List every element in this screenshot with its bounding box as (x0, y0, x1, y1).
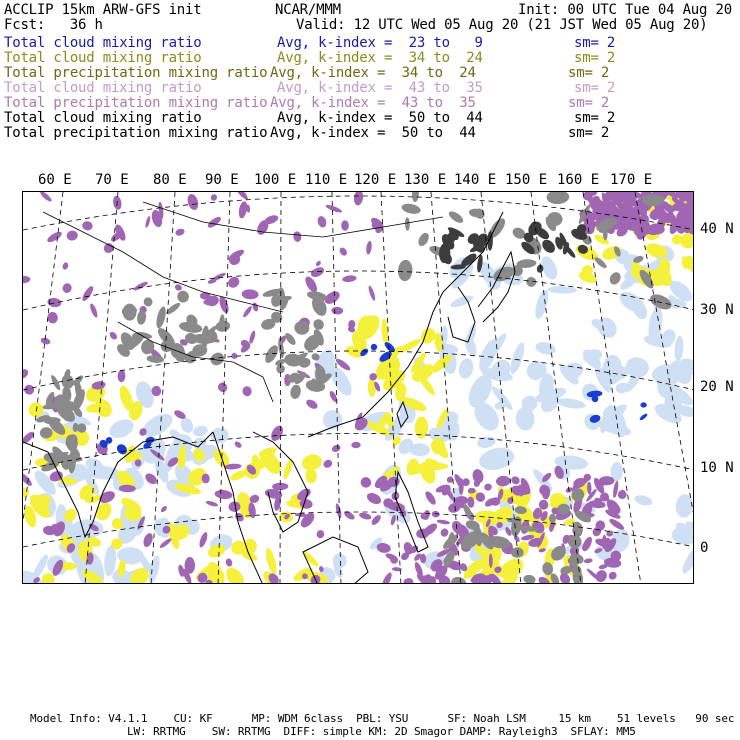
legend-avg-5: Avg, k-index = 43 to 35 (270, 95, 476, 111)
legend-field-7: Total precipitation mixing ratio (4, 125, 268, 141)
purple-cloud (351, 442, 361, 449)
purple-cloud (216, 381, 229, 394)
purple-cloud (210, 193, 218, 201)
map-canvas (23, 192, 694, 584)
yellow-cloud (367, 378, 376, 397)
legend-avg-3: Avg, k-index = 34 to 24 (270, 65, 476, 81)
purple-cloud (380, 571, 393, 584)
purple-cloud (132, 280, 148, 292)
purple-cloud (23, 276, 31, 284)
legend-avg-6: Avg, k-index = 50 to 44 (277, 110, 483, 126)
purple-cloud (365, 241, 372, 255)
legend-sm-6: sm= 2 (574, 110, 616, 126)
legend-avg-7: Avg, k-index = 50 to 44 (270, 125, 476, 141)
light-blue-cloud (476, 435, 496, 449)
purple-cloud (61, 282, 72, 294)
light-blue-cloud (679, 544, 694, 576)
light-blue-cloud (674, 335, 684, 361)
lat-label: 0 (700, 540, 709, 556)
init-time: Init: 00 UTC Tue 04 Aug 20 (518, 2, 732, 18)
legend-field-3: Total precipitation mixing ratio (4, 65, 268, 81)
purple-cloud (365, 491, 383, 507)
yellow-cloud (264, 547, 279, 575)
purple-cloud (404, 578, 414, 584)
gray-cloud (165, 301, 182, 316)
gray-cloud (175, 289, 190, 304)
lon-label: 60 E (38, 172, 72, 188)
gray-cloud (155, 306, 168, 330)
valid-time: Valid: 12 UTC Wed 05 Aug 20 (21 JST Wed 05 Aug 20) (296, 17, 708, 33)
purple-cloud (331, 307, 343, 315)
gray-cloud (416, 231, 431, 248)
purple-cloud (174, 283, 183, 292)
purple-cloud (335, 503, 343, 519)
gray-cloud (472, 206, 486, 220)
purple-cloud (316, 529, 325, 538)
lon-label: 120 E (354, 172, 397, 188)
purple-cloud (325, 203, 343, 214)
purple-cloud (353, 192, 364, 206)
purple-cloud (66, 230, 79, 242)
light-blue-cloud (139, 409, 176, 441)
lon-label: 80 E (153, 172, 187, 188)
legend-sm-1: sm= 2 (574, 35, 616, 51)
gray-cloud (123, 303, 137, 320)
purple-cloud (331, 443, 342, 453)
blue-cloud (371, 344, 378, 351)
light-blue-cloud (477, 444, 517, 473)
purple-cloud (252, 302, 260, 312)
lon-label: 130 E (404, 172, 447, 188)
model-title: ACCLIP 15km ARW-GFS init (4, 2, 202, 18)
purple-cloud (338, 246, 348, 257)
legend-sm-5: sm= 2 (568, 95, 610, 111)
light-blue-cloud (534, 340, 557, 356)
purple-cloud (205, 500, 218, 508)
light-blue-cloud (457, 357, 475, 380)
legend-sm-7: sm= 2 (568, 125, 610, 141)
light-blue-cloud (192, 424, 209, 438)
legend-field-5: Total precipitation mixing ratio (4, 95, 268, 111)
lat-label: 10 N (700, 460, 734, 476)
purple-cloud (206, 215, 222, 230)
purple-cloud (484, 483, 493, 491)
purple-cloud (423, 490, 437, 507)
legend-field-1: Total cloud mixing ratio (4, 35, 202, 51)
purple-cloud (23, 367, 30, 380)
yellow-cloud (23, 486, 30, 498)
purple-cloud (584, 558, 593, 564)
purple-cloud (214, 489, 233, 500)
purple-cloud (241, 385, 253, 397)
purple-cloud (233, 440, 242, 449)
model-info-line-1: Model Info: V4.1.1 CU: KF MP: WDM 6class PBL: YSU SF: Noah LSM 15 km 51 levels 90 sec (30, 712, 735, 725)
purple-cloud (241, 289, 258, 300)
purple-cloud (47, 311, 59, 324)
legend-sm-2: sm= 2 (574, 50, 616, 66)
legend-field-6: Total cloud mixing ratio (4, 110, 202, 126)
gray-cloud (523, 574, 537, 584)
gray-cloud (397, 259, 413, 281)
gray-cloud (142, 296, 154, 308)
gray-cloud (447, 209, 465, 225)
purple-cloud (39, 192, 53, 203)
legend-sm-3: sm= 2 (568, 65, 610, 81)
lon-label: 170 E (610, 172, 653, 188)
gray-cloud (49, 374, 61, 391)
purple-cloud (359, 475, 374, 490)
forecast-map (22, 191, 694, 584)
lon-label: 150 E (505, 172, 548, 188)
lon-label: 160 E (557, 172, 600, 188)
purple-cloud (159, 537, 173, 549)
yellow-cloud (305, 468, 318, 484)
purple-cloud (142, 532, 155, 548)
purple-cloud (47, 297, 62, 308)
yellow-cloud (223, 564, 248, 584)
purple-cloud (225, 558, 234, 568)
purple-cloud (143, 471, 159, 486)
purple-cloud (198, 531, 209, 548)
purple-cloud (341, 220, 349, 231)
gray-cloud (289, 384, 302, 400)
purple-cloud (160, 505, 168, 513)
purple-cloud (608, 517, 626, 532)
blue-cloud (639, 413, 649, 422)
light-blue-cloud (675, 494, 694, 519)
lat-label: 40 N (700, 221, 734, 237)
purple-cloud (436, 519, 450, 525)
purple-cloud (81, 220, 93, 231)
purple-cloud (269, 424, 286, 443)
purple-cloud (145, 216, 152, 229)
purple-cloud (495, 475, 510, 487)
purple-cloud (186, 193, 200, 212)
purple-cloud (46, 230, 64, 244)
light-blue-cloud (633, 493, 653, 507)
lon-label: 100 E (254, 172, 297, 188)
purple-cloud (343, 510, 356, 522)
purple-cloud (315, 260, 322, 267)
yellow-cloud (281, 458, 294, 481)
lat-label: 20 N (700, 379, 734, 395)
forecast-hour: Fcst: 36 h (4, 17, 103, 33)
legend-avg-4: Avg, k-index = 43 to 35 (277, 80, 483, 96)
purple-cloud (108, 331, 118, 341)
purple-cloud (89, 303, 99, 319)
graticule-lat-10n (23, 434, 694, 471)
purple-cloud (358, 511, 372, 520)
yellow-cloud (301, 549, 320, 568)
purple-cloud (80, 285, 95, 303)
gray-cloud (311, 317, 326, 332)
legend-sm-4: sm= 2 (574, 80, 616, 96)
purple-cloud (370, 514, 383, 527)
coastline-korea (448, 287, 475, 342)
light-blue-cloud (556, 397, 586, 411)
purple-cloud (316, 215, 328, 229)
legend-field-4: Total cloud mixing ratio (4, 80, 202, 96)
purple-cloud (510, 475, 521, 486)
gray-cloud (401, 202, 422, 215)
purple-cloud (303, 275, 319, 295)
blue-cloud (640, 402, 647, 408)
yellow-cloud (41, 573, 55, 584)
purple-cloud (117, 370, 125, 383)
gray-cloud (146, 354, 164, 363)
dark-gray-cloud (540, 237, 558, 255)
gray-cloud (546, 192, 569, 204)
purple-cloud (439, 527, 449, 538)
yellow-cloud (415, 416, 429, 438)
legend-field-2: Total cloud mixing ratio (4, 50, 202, 66)
lon-label: 90 E (205, 172, 239, 188)
organization-label: NCAR/MMM (275, 2, 341, 18)
light-blue-cloud (319, 406, 347, 434)
gray-cloud (648, 291, 674, 312)
lat-label: 30 N (700, 302, 734, 318)
purple-cloud (174, 227, 185, 236)
purple-cloud (248, 330, 256, 344)
border-mongolia (143, 202, 443, 237)
purple-cloud (607, 570, 618, 581)
light-blue-cloud (449, 293, 475, 309)
light-blue-cloud (508, 341, 527, 376)
lon-label: 140 E (454, 172, 497, 188)
purple-cloud (342, 275, 357, 283)
purple-cloud (238, 201, 249, 219)
purple-cloud (367, 285, 376, 301)
lon-label: 110 E (305, 172, 348, 188)
legend-avg-1: Avg, k-index = 23 to 9 (277, 35, 483, 51)
graticule-lon-100e (280, 192, 281, 584)
gray-cloud (405, 217, 410, 230)
purple-cloud (98, 489, 117, 506)
purple-cloud (322, 458, 334, 469)
legend-avg-2: Avg, k-index = 34 to 24 (277, 50, 483, 66)
purple-cloud (293, 231, 303, 243)
model-info-line-2: LW: RRTMG SW: RRTMG DIFF: simple KM: 2D Smagor DAMP: Rayleigh3 SFLAY: MM5 (127, 725, 636, 738)
purple-cloud (242, 305, 253, 318)
purple-cloud (593, 568, 609, 584)
lon-label: 70 E (95, 172, 129, 188)
purple-cloud (62, 262, 69, 271)
light-blue-cloud (210, 427, 229, 444)
purple-cloud (305, 398, 320, 411)
light-blue-cloud (533, 289, 551, 321)
gray-cloud (608, 270, 623, 286)
